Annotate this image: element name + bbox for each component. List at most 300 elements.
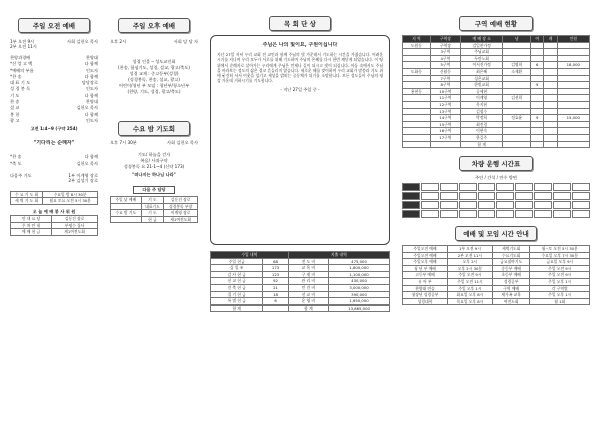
cell-group-cell [544, 55, 557, 62]
cell-group-row [403, 62, 590, 69]
duty-table [10, 215, 98, 236]
next-duty-cell: 주일 낮 예배 [111, 197, 142, 204]
bus-schedule-cell [421, 201, 439, 209]
order-of-worship [10, 55, 98, 124]
cell-group-head-cell: 인원 [557, 36, 589, 43]
bus-schedule-cell [553, 192, 571, 200]
meeting-cell: 청 년 부 예배 [403, 265, 448, 272]
afternoon-program-line: 어린이/청년 부 모임 : 청년부/청소년부 [118, 83, 190, 88]
cell-group-cell: 한빛교회 [460, 82, 502, 89]
finance-cell: 6 [263, 298, 288, 305]
finance-cell: 3,000,000 [329, 284, 390, 291]
duty-role: 예 배 헌 금 [11, 229, 52, 236]
bus-schedule-cell [478, 210, 496, 218]
cell-group-cell [531, 108, 544, 115]
bus-schedule-grid [402, 183, 590, 218]
meeting-cell: 청장년 성경공부 [403, 292, 448, 299]
finance-cell: 주일 헌금 [211, 258, 263, 265]
bus-schedule-cell [534, 210, 552, 218]
cell-group-title: 구역 예배 현황 [459, 16, 533, 31]
meeting-cell: 여전도회 [492, 298, 530, 305]
meeting-cell: 2부 오전 11시 [447, 252, 492, 259]
meeting-cell: 주일 오전 11시 [447, 279, 492, 286]
service-host: 사회 김헌오 목사 [67, 39, 98, 44]
meeting-cell: 새가족 교육 [492, 292, 530, 299]
cell-group-cell: 도화동 [403, 68, 431, 75]
cell-group-row [403, 141, 590, 148]
worship-item: *찬 송 [10, 73, 22, 79]
cell-group-cell [503, 128, 531, 135]
bus-schedule-cell [440, 192, 458, 200]
cell-group-cell [403, 108, 431, 115]
finance-cell: 21 [263, 284, 288, 291]
meeting-cell: 찬양대 연습 [403, 285, 448, 292]
bus-schedule-cell [515, 201, 533, 209]
cell-group-head-cell: 계 [544, 36, 557, 43]
next-duty-cell: 김동건 장로 [164, 197, 198, 204]
finance-cell: 1,100,000 [329, 271, 390, 278]
cell-group-header [403, 36, 590, 43]
wednesday-host: 사회 김헌오 목사 [167, 140, 198, 145]
afternoon-time: 오후 2시 [110, 39, 127, 44]
finance-row [211, 278, 390, 285]
finance-row [211, 298, 390, 305]
finance-cell: 전 도 비 [288, 258, 328, 265]
bus-schedule-cell [478, 201, 496, 209]
next-duty-cell: 성경봉독 부장 [164, 203, 198, 210]
cell-group-cell: 한길주 [460, 134, 502, 141]
cell-group-cell [403, 62, 431, 69]
sermon-title: "기다리는 순례자" [33, 140, 75, 147]
worship-item: 봉 헌 [10, 111, 20, 117]
cell-group-cell [403, 101, 431, 108]
closing-item: *축 도 [10, 160, 22, 166]
closing-item: *찬 송 [10, 154, 22, 160]
cell-group-cell [503, 108, 531, 115]
cell-group-cell [557, 95, 589, 102]
cell-group-cell [403, 75, 431, 82]
cell-group-cell: 9 [531, 115, 544, 122]
cell-group-cell [503, 75, 531, 82]
cell-group-cell: 이현숙 [460, 128, 502, 135]
cell-group-cell: 최진경 [460, 121, 502, 128]
worship-item: *신 앙 고 백 [10, 61, 33, 67]
cell-group-cell [544, 95, 557, 102]
bus-schedule-cell [402, 183, 420, 191]
cell-group-row [403, 115, 590, 122]
cell-group-cell [544, 62, 557, 69]
closing-order [10, 154, 98, 167]
bus-schedule-cell [534, 201, 552, 209]
cell-group-cell: 공세현 [460, 88, 502, 95]
cell-group-cell [403, 121, 431, 128]
cell-group-cell [531, 68, 544, 75]
worship-item: 성 경 봉 독 [10, 86, 31, 92]
bus-schedule-cell [515, 183, 533, 191]
cell-group-cell [403, 82, 431, 89]
worship-leader: 다 함께 [84, 92, 98, 98]
bus-schedule-cell [572, 201, 590, 209]
cell-group-cell: 김선희 [503, 95, 531, 102]
worship-item: 찬 송 [10, 99, 20, 105]
column-footer: - 지난 27일 주일 중 - [280, 86, 320, 92]
cell-group-row [403, 134, 590, 141]
cell-group-cell: 이서진가정 [460, 62, 502, 69]
meeting-cell: 주일 오전 9시 [530, 272, 590, 279]
bus-schedule-cell [402, 192, 420, 200]
meeting-cell: 금요철야기도 [492, 259, 530, 266]
cell-group-row [403, 55, 590, 62]
bus-schedule-cell [459, 201, 477, 209]
worship-leader: 다 함께 [84, 111, 98, 117]
cell-group-cell: 구역장 [430, 42, 460, 49]
worship-leader: 인도자 [85, 67, 98, 73]
bus-schedule-cell [402, 201, 420, 209]
meeting-cell: 구역 예배 [492, 285, 530, 292]
closing-leader: 다 함께 [84, 154, 98, 160]
meeting-cell: 중등부 예배 [492, 265, 530, 272]
cell-group-cell: 두란노회 [460, 55, 502, 62]
worship-row [10, 118, 98, 124]
cell-group-row [403, 121, 590, 128]
cell-group-cell [557, 55, 589, 62]
bus-schedule-cell [421, 192, 439, 200]
finance-cell: 관 리 비 [288, 278, 328, 285]
prayer-meeting-row [11, 191, 98, 198]
meeting-cell: 주일오후 예배 [403, 259, 448, 266]
bus-schedule-cell [553, 201, 571, 209]
cell-group-cell: 7구역 [430, 75, 460, 82]
finance-cell: 절 기 헌 금 [211, 291, 263, 298]
cell-group-cell [557, 49, 589, 56]
wednesday-order [110, 152, 198, 170]
prayer-meeting-row [11, 198, 98, 205]
cell-group-row [403, 88, 590, 95]
cell-group-head-cell: 남 [503, 36, 531, 43]
cell-group-cell: 옥지현 [460, 101, 502, 108]
cell-group-cell [557, 88, 589, 95]
afternoon-program-line: 성경 인물 ─ 성도교인회 [132, 59, 176, 64]
bus-schedule-cell [421, 183, 439, 191]
prayer-meeting-table [10, 191, 98, 205]
wednesday-sermon: "떠나지는 하나님 나라" [132, 172, 176, 177]
cell-group-cell [557, 134, 589, 141]
cell-group-cell [503, 49, 531, 56]
meeting-cell: 월 1회 [530, 298, 590, 305]
cell-group-cell [544, 128, 557, 135]
cell-group-cell: 정효윤 [503, 115, 531, 122]
cell-group-cell: 8구역 [430, 82, 460, 89]
scripture-ref: 고전 1:4~9 (구약 254) [30, 126, 78, 132]
finance-row [211, 271, 390, 278]
meeting-row [403, 265, 590, 272]
cell-group-cell [403, 128, 431, 135]
closing-leader: 김헌오 목사 [76, 160, 98, 166]
cell-group-cell [430, 141, 460, 148]
cell-group-head-cell: 지 역 [403, 36, 431, 43]
cell-group-cell: 16구역 [430, 128, 460, 135]
afternoon-programs [110, 59, 198, 95]
cell-group-cell: 이계영 [460, 95, 502, 102]
bus-schedule-cell [572, 210, 590, 218]
finance-cell: 92 [263, 278, 288, 285]
afternoon-service-title: 주일 오후 예배 [118, 18, 190, 33]
finance-cell: 13,865,000 [329, 305, 390, 312]
meeting-cell: 주일 오전 9시 [447, 272, 492, 279]
next-duty-cell: 대표기도 [141, 203, 164, 210]
meeting-times-title: 예배 및 모임 시간 안내 [455, 226, 537, 241]
finance-cell: 475,000 [329, 258, 390, 265]
bus-schedule-cell [478, 183, 496, 191]
bus-schedule-cell [478, 192, 496, 200]
finance-cell: 합 계 [211, 305, 263, 312]
cell-group-cell: 11구역 [430, 95, 460, 102]
finance-cell: 합 계 [288, 305, 328, 312]
cell-group-cell [544, 141, 557, 148]
bus-schedule-cell [553, 210, 571, 218]
cell-group-row [403, 108, 590, 115]
afternoon-program-line: 성경 교재 : 중고등부(성경) [129, 71, 179, 76]
finance-cell: 인 건 비 [288, 284, 328, 291]
meeting-cell: 주일 오전 9시 [530, 265, 590, 272]
next-prayer-label: 다음주 기도 [10, 172, 32, 178]
worship-item: 대 표 기 도 [10, 80, 31, 86]
cell-group-cell [403, 55, 431, 62]
cell-group-row [403, 42, 590, 49]
bus-schedule-cell [572, 192, 590, 200]
meeting-cell: 주일오전 예배 [403, 252, 448, 259]
cell-group-cell [403, 95, 431, 102]
meeting-time: 월요 토요 오전 5시 30분 [43, 198, 98, 205]
cell-group-cell [531, 141, 544, 148]
meeting-time: 수요일 밤 8시 30분 [43, 191, 98, 198]
finance-cell: 123 [263, 271, 288, 278]
finance-expense-header: 지출 내역 [288, 252, 389, 259]
cell-group-cell [544, 134, 557, 141]
bus-route-label: 주안 / 간석 / 만수 방면 [475, 175, 517, 181]
cell-group-cell [557, 108, 589, 115]
finance-cell: 특 별 헌 금 [211, 298, 263, 305]
meeting-cell: 금요일 오후 9시 [530, 259, 590, 266]
next-duty-cell: 이계영 장로 [164, 210, 198, 217]
bus-schedule-cell [402, 210, 420, 218]
cell-group-row [403, 49, 590, 56]
meeting-row [403, 298, 590, 305]
meeting-cell: 오후 2시 30분 [447, 265, 492, 272]
duty-person: 제1여전도회 [52, 229, 98, 236]
next-duty-cell: 기 도 [141, 210, 164, 217]
meeting-row [403, 292, 590, 299]
worship-item: 찬양과경배 [10, 55, 31, 60]
finance-cell: 1,800,000 [329, 265, 390, 272]
duty-person: 부평수 집사 [52, 222, 98, 229]
cell-group-cell: 18,000 [557, 62, 589, 69]
bus-schedule-cell [440, 210, 458, 218]
cell-group-cell: 17구역 [430, 134, 460, 141]
afternoon-program-line: (찬양, 기도, 성경, 광고/축도) [127, 89, 181, 94]
worship-item: *예배의 부름 [10, 67, 34, 73]
worship-item: 광 고 [10, 117, 20, 123]
duty-row [11, 216, 98, 223]
cell-group-row [403, 128, 590, 135]
bus-schedule-cell [553, 183, 571, 191]
meeting-cell: 주일 오후 1시 [447, 285, 492, 292]
meeting-cell: 수요기도회 [492, 252, 530, 259]
cell-group-cell [403, 141, 431, 148]
bus-schedule-title: 차량 운행 시간표 [459, 156, 533, 171]
cell-group-cell [544, 75, 557, 82]
cell-group-cell: 도원동 [403, 42, 431, 49]
col-pastor-column [210, 0, 390, 424]
finance-cell: 173 [263, 265, 288, 272]
finance-cell: 선 교 헌 금 [211, 278, 263, 285]
cell-group-cell [531, 55, 544, 62]
meeting-row [403, 252, 590, 259]
cell-group-cell: 3구역 [430, 49, 460, 56]
finance-cell: 18 [263, 291, 288, 298]
worship-leader: 담당장로 [81, 80, 98, 86]
bus-schedule-cell [496, 192, 514, 200]
cell-group-cell [531, 49, 544, 56]
meeting-name: 수 요 기 도 회 [11, 191, 43, 198]
meeting-cell: 주일 오후 1시 [530, 292, 590, 299]
cell-group-cell: 9 [531, 82, 544, 89]
finance-row [211, 265, 390, 272]
meeting-cell: 화요일 오후 8시 [447, 292, 492, 299]
bus-schedule-cell [459, 210, 477, 218]
wednesday-time: 오후 7시 30분 [110, 140, 137, 145]
next-duty-cell: 기 도 [141, 197, 164, 204]
meeting-times-table [402, 245, 590, 305]
meeting-cell: 유 아 부 [403, 279, 448, 286]
worship-leader: 찬양대 [85, 99, 98, 105]
worship-leader: 다 함께 [84, 73, 98, 79]
bus-schedule-cell [572, 183, 590, 191]
meeting-row [403, 285, 590, 292]
finance-cell: 운 영 비 [288, 298, 328, 305]
next-duty-cell [111, 216, 142, 223]
cell-group-cell [557, 75, 589, 82]
cell-group-cell: 소재환 [503, 68, 531, 75]
cell-group-cell [531, 88, 544, 95]
cell-group-cell: 5구역 [430, 62, 460, 69]
cell-group-cell [557, 101, 589, 108]
meeting-row [403, 259, 590, 266]
afternoon-host: 사회 담 당 자 [173, 39, 198, 44]
morning-service-title: 주일 오전 예배 [18, 18, 90, 33]
meeting-cell: 1부 오전 9시 [447, 246, 492, 253]
cell-group-cell [544, 68, 557, 75]
meeting-row [403, 279, 590, 286]
afternoon-program-line: (찬송, 합심기도, 성경, 설교, 광고/축도) [118, 65, 190, 70]
finance-cell: 1,650,000 [329, 298, 390, 305]
cell-group-cell [544, 101, 557, 108]
cell-group-cell: 14구역 [430, 115, 460, 122]
cell-group-cell [503, 141, 531, 148]
wednesday-line: 기도/ 하늘을 걷자 [137, 152, 171, 157]
meeting-cell: 고등부 예배 [403, 272, 448, 279]
duty-title: 오 늘 예 배 봉 사 위 원 [32, 209, 76, 215]
next-duty-cell: 헌 금 [141, 216, 164, 223]
cell-group-cell [531, 95, 544, 102]
finance-cell: 430,000 [329, 278, 390, 285]
meeting-cell: 월~토 오전 5시 30분 [530, 246, 590, 253]
meeting-cell: 새벽기도회 [492, 246, 530, 253]
cell-group-cell: 합 계 [460, 141, 502, 148]
closing-row [10, 161, 98, 167]
meeting-cell: 성경대학 [403, 298, 448, 305]
column-quote-title: 주님은 나의 빛이요, 구원이십니다 [262, 42, 338, 48]
cell-group-head-cell: 여 [531, 36, 544, 43]
next-duty-title: 다음 주 담당 [133, 186, 175, 194]
cell-group-cell: 김영희 [503, 62, 531, 69]
cell-group-cell: 박정희 [460, 115, 502, 122]
bus-schedule-cell [534, 183, 552, 191]
cell-group-cell: 6 [531, 62, 544, 69]
cell-group-cell: 김일찬가정 [460, 42, 502, 49]
meeting-name: 새 벽 기 도 회 [11, 198, 43, 205]
cell-group-cell [403, 115, 431, 122]
service-times: 1부 오전 9시 2부 오전 11시 [10, 39, 37, 49]
cell-group-cell [531, 121, 544, 128]
duty-person: 김동건 장로 [52, 216, 98, 223]
cell-group-cell [503, 121, 531, 128]
finance-cell: 교 육 비 [288, 265, 328, 272]
finance-row [211, 305, 390, 312]
bus-schedule-cell [440, 201, 458, 209]
cell-group-cell [544, 115, 557, 122]
next-duty-table [110, 196, 198, 223]
worship-item: 기 도 [10, 92, 20, 98]
cell-group-cell: 김철수 [460, 108, 502, 115]
cell-group-cell: 10구역 [430, 88, 460, 95]
col-cell-groups [402, 0, 590, 424]
duty-role: 안 내 요 당 [11, 216, 52, 223]
cell-group-cell [544, 49, 557, 56]
cell-group-cell [544, 42, 557, 49]
finance-income-header: 수입 내역 [211, 252, 289, 259]
bus-schedule-cell [515, 210, 533, 218]
cell-group-cell [503, 42, 531, 49]
cell-group-row [403, 68, 590, 75]
meeting-cell: 성경공부 [492, 279, 530, 286]
cell-group-cell [403, 134, 431, 141]
next-duty-row [111, 210, 198, 217]
bus-schedule-cell [496, 201, 514, 209]
bus-schedule-cell [534, 192, 552, 200]
meeting-cell: 주일 오후 1시 [530, 279, 590, 286]
finance-table [210, 251, 390, 312]
next-prayer-names: 1부 이계영 장로 2부 김성기 장로 [68, 172, 98, 183]
finance-cell: 390,000 [329, 291, 390, 298]
meeting-cell: 오후 2시 [447, 259, 492, 266]
cell-group-cell [531, 101, 544, 108]
afternoon-program-line: (성경봉독, 찬송, 설교, 광고) [128, 77, 180, 82]
cell-group-cell [557, 141, 589, 148]
col-morning-service [10, 0, 98, 424]
meeting-cell: 수요일 오후 7시 30분 [530, 252, 590, 259]
cell-group-cell [544, 82, 557, 89]
cell-group-cell [531, 42, 544, 49]
cell-group-head-cell: 예 배 장 소 [460, 36, 502, 43]
cell-group-cell [503, 101, 531, 108]
cell-group-cell: 용현동 [403, 88, 431, 95]
meeting-row [403, 272, 590, 279]
col-afternoon-service [110, 0, 198, 424]
cell-group-cell [557, 121, 589, 128]
finance-row [211, 258, 390, 265]
cell-group-head-cell: 구역장 [430, 36, 460, 43]
